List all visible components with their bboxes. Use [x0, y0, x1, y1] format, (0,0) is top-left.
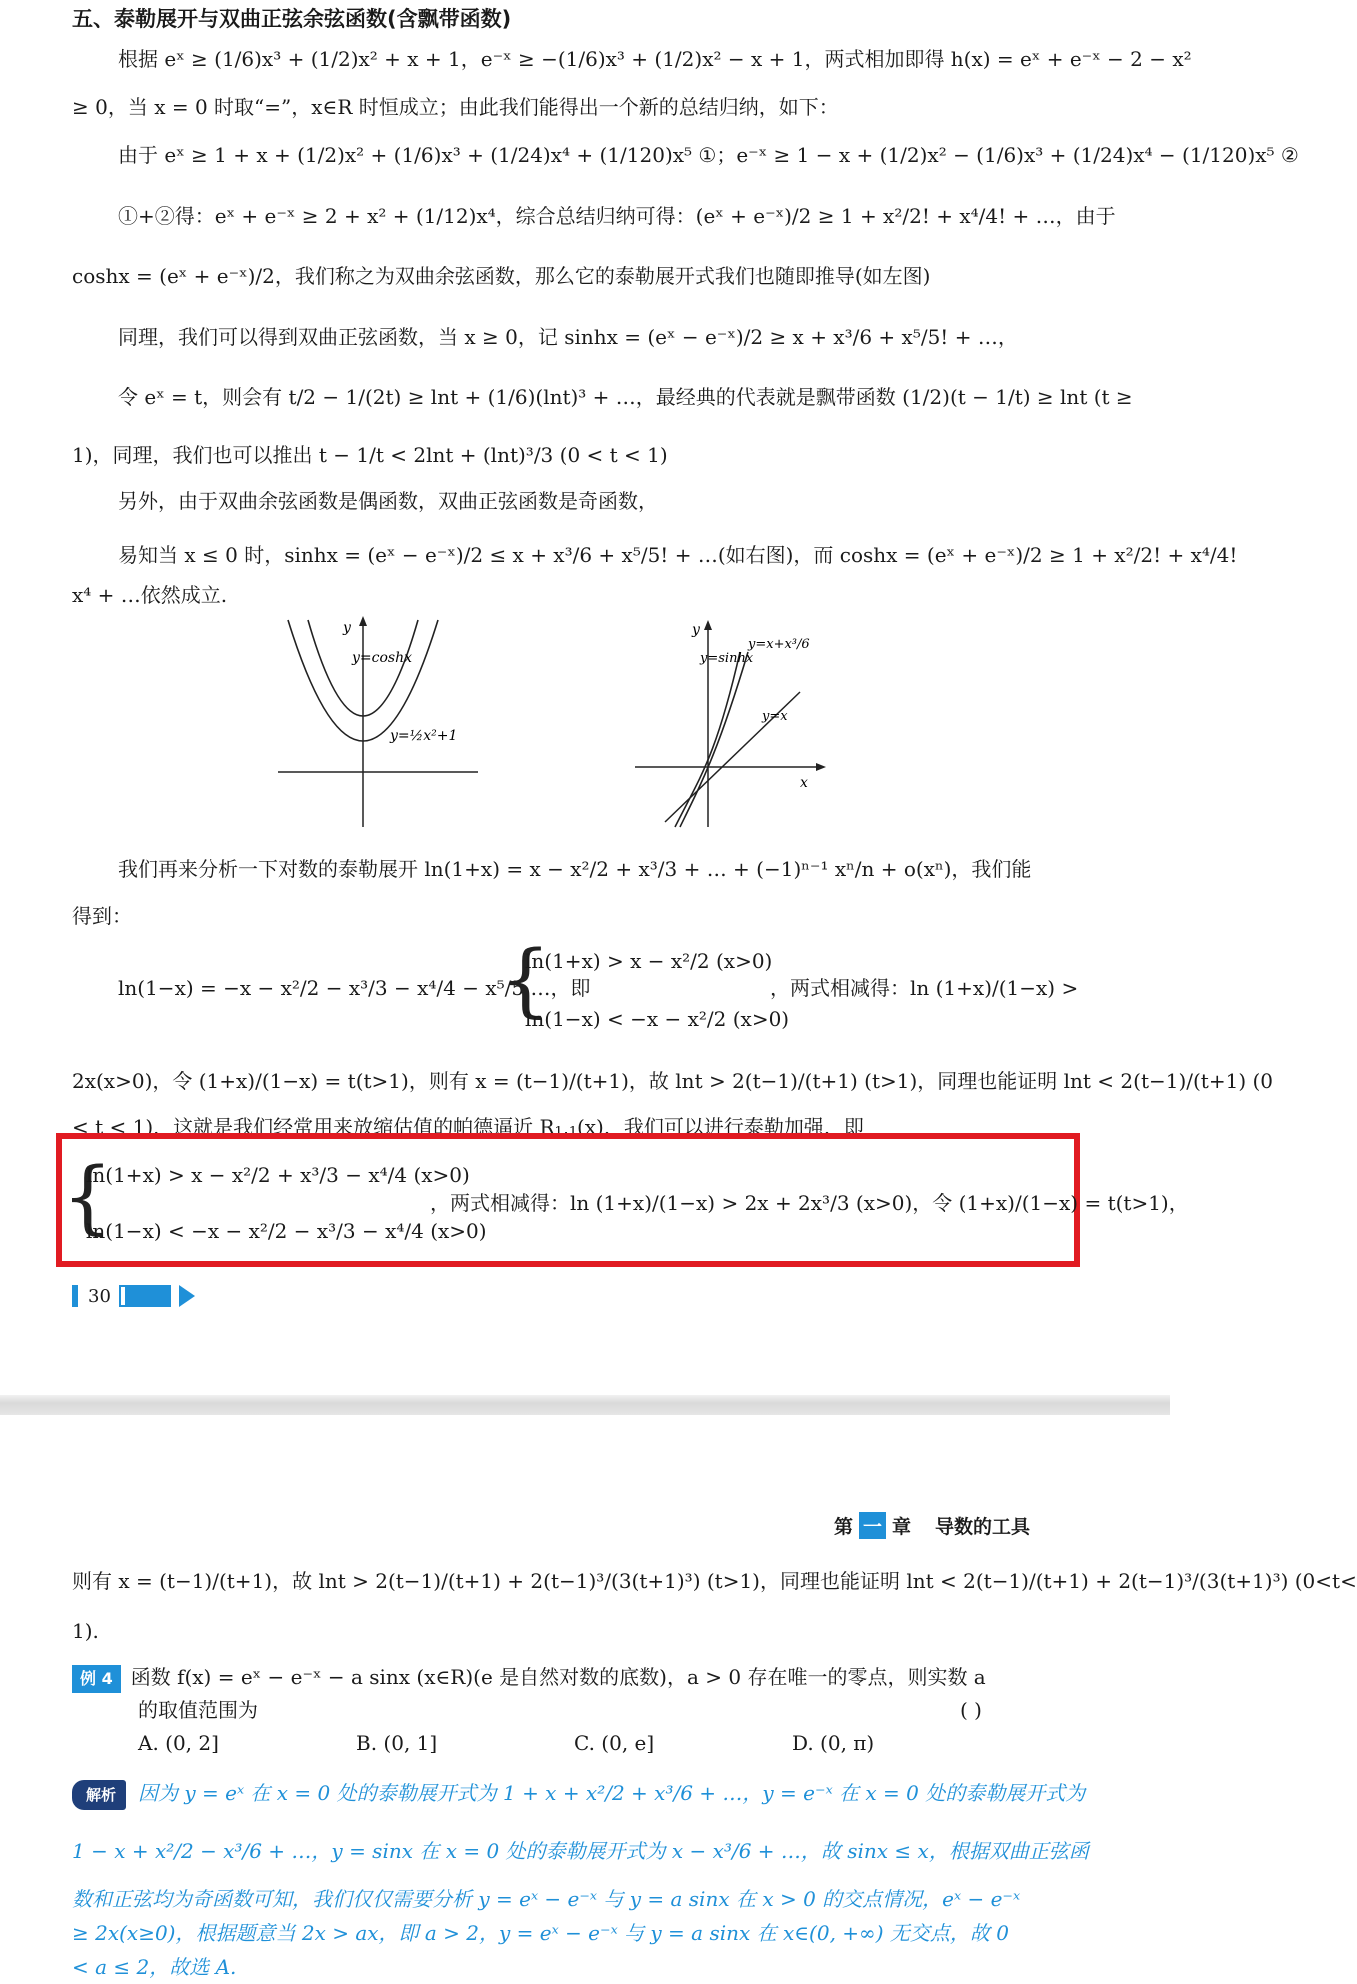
- chapter-header: [834, 1512, 1030, 1539]
- page-arrow-icon: [179, 1285, 195, 1307]
- system-row: ln(1+x) > x − x²/2 + x³/3 − x⁴/4 (x>0): [86, 1163, 470, 1187]
- text-line: 易知当 x ≤ 0 时，sinhx = (eˣ − e⁻ˣ)/2 ≤ x + x³/6 + x⁵/5! + …(如右图)，而 coshx = (eˣ + e⁻ˣ)/2 ≥ 1 + x²/2! + x⁴/4!: [118, 543, 1238, 567]
- x-axis-label: x: [800, 775, 808, 791]
- text-line: ，两式相减得：ln (1+x)/(1−x) > 2x + 2x³/3 (x>0)，令 (1+x)/(1−x) = t(t>1)，: [430, 1191, 1189, 1215]
- option-b: B. (0, 1]: [356, 1731, 438, 1755]
- system-row: ln(1−x) < −x − x²/2 − x³/3 − x⁴/4 (x>0): [86, 1219, 487, 1243]
- page-number-text: 30: [88, 1285, 111, 1307]
- cosh-label: y=coshx: [352, 650, 413, 666]
- answer-paren: ( ): [960, 1698, 982, 1722]
- text-line: ln(1−x) = −x − x²/2 − x³/3 − x⁴/4 − x⁵/5 …，即: [118, 976, 591, 1000]
- text-line: x⁴ + …依然成立.: [72, 583, 228, 607]
- example-text: 函数 f(x) = eˣ − e⁻ˣ − a sinx (x∈R)(e 是自然对数的底数)，a > 0 存在唯一的零点，则实数 a: [130, 1665, 986, 1689]
- y-axis-label: y: [692, 622, 700, 638]
- example-line: [72, 1664, 1032, 1693]
- page-bar: [72, 1285, 78, 1307]
- text-line: ①+②得：eˣ + e⁻ˣ ≥ 2 + x² + (1/12)x⁴，综合总结归纳可得：(eˣ + e⁻ˣ)/2 ≥ 1 + x²/2! + x⁴/4! + …，由于: [118, 204, 1116, 228]
- chapter-suffix: 章: [891, 1516, 911, 1538]
- parabola-label: y=½x²+1: [390, 728, 458, 744]
- text-line: coshx = (eˣ + e⁻ˣ)/2，我们称之为双曲余弦函数，那么它的泰勒展开式我们也随即推导(如左图): [72, 264, 931, 288]
- option-d: D. (0, π): [792, 1731, 875, 1755]
- page-number: [72, 1283, 195, 1309]
- cubic-label: y=x+x³/6: [748, 637, 810, 652]
- text-line: 另外，由于双曲余弦函数是偶函数，双曲正弦函数是奇函数，: [118, 489, 658, 513]
- example-badge: 例 4: [72, 1665, 121, 1693]
- example-line: 的取值范围为: [138, 1698, 258, 1722]
- analysis-line: ≥ 2x(x≥0)，根据题意当 2x > ax，即 a > 2，y = eˣ − e⁻ˣ 与 y = a sinx 在 x∈(0, +∞) 无交点，故 0: [72, 1921, 1009, 1945]
- analysis-badge: 解析: [72, 1780, 126, 1810]
- analysis-line: < a ≤ 2，故选 A.: [72, 1955, 237, 1979]
- text-line: 令 eˣ = t，则会有 t/2 − 1/(2t) ≥ lnt + (1/6)(lnt)³ + …，最经典的代表就是飘带函数 (1/2)(t − 1/t) ≥ lnt (t ≥: [118, 385, 1133, 409]
- text-line: ≥ 0，当 x = 0 时取“=”，x∈R 时恒成立；由此我们能得出一个新的总结归纳，如下：: [72, 95, 839, 119]
- text-line: 我们再来分析一下对数的泰勒展开 ln(1+x) = x − x²/2 + x³/3 + … + (−1)ⁿ⁻¹ xⁿ/n + o(xⁿ)，我们能: [118, 857, 1032, 881]
- system-row: ln(1−x) < −x − x²/2 (x>0): [525, 1007, 790, 1031]
- left-brace: {: [500, 933, 551, 1026]
- text-line: 根据 eˣ ≥ (1/6)x³ + (1/2)x² + x + 1，e⁻ˣ ≥ −(1/6)x³ + (1/2)x² − x + 1，两式相加即得 h(x) = eˣ + e⁻ˣ − 2 − x²: [118, 47, 1192, 71]
- text-line: < t < 1)，这就是我们经常用来放缩估值的帕德逼近 R₁,₁(x)，我们可以进行泰勒加强，即: [72, 1115, 864, 1139]
- page-block: [121, 1287, 169, 1305]
- sinh-graph: [630, 612, 850, 832]
- text-line: 1)，同理，我们也可以推出 t − 1/t < 2lnt + (lnt)³/3 (0 < t < 1): [72, 443, 668, 467]
- chapter-number: 一: [859, 1512, 886, 1539]
- analysis-line: 数和正弦均为奇函数可知，我们仅仅需要分析 y = eˣ − e⁻ˣ 与 y = a sinx 在 x > 0 的交点情况，eˣ − e⁻ˣ: [72, 1887, 1021, 1911]
- analysis-line: 1 − x + x²/2 − x³/6 + …，y = sinx 在 x = 0 处的泰勒展开式为 x − x³/6 + …，故 sinx ≤ x，根据双曲正弦函: [72, 1839, 1089, 1863]
- cosh-graph: [268, 612, 488, 832]
- page-separator: [0, 1395, 1170, 1415]
- text-line: 1).: [72, 1619, 99, 1643]
- y-axis-label: y: [343, 620, 351, 636]
- text-line: 同理，我们可以得到双曲正弦函数，当 x ≥ 0，记 sinhx = (eˣ − e⁻ˣ)/2 ≥ x + x³/6 + x⁵/5! + …，: [118, 325, 1018, 349]
- text-line: 由于 eˣ ≥ 1 + x + (1/2)x² + (1/6)x³ + (1/24)x⁴ + (1/120)x⁵ ①；e⁻ˣ ≥ 1 − x + (1/2)x² − (1/6)x³ + (1/24)x⁴ − (1/120)x⁵ ②: [118, 143, 1299, 167]
- sinh-label: y=sinhx: [700, 651, 754, 666]
- line-label: y=x: [762, 709, 788, 724]
- left-brace: {: [62, 1150, 113, 1243]
- text-line: ，两式相减得：ln (1+x)/(1−x) >: [770, 976, 1079, 1000]
- text-line: 得到：: [72, 904, 132, 928]
- text-line: 2x(x>0)，令 (1+x)/(1−x) = t(t>1)，则有 x = (t−1)/(t+1)，故 lnt > 2(t−1)/(t+1) (t>1)，同理也能证明 lnt < 2(t−1)/(t+1) (0: [72, 1069, 1274, 1093]
- analysis-text: 因为 y = eˣ 在 x = 0 处的泰勒展开式为 1 + x + x²/2 + x³/6 + …，y = e⁻ˣ 在 x = 0 处的泰勒展开式为: [138, 1781, 1086, 1805]
- section-title: 五、泰勒展开与双曲正弦余弦函数(含飘带函数): [72, 7, 512, 31]
- option-c: C. (0, e]: [574, 1731, 655, 1755]
- chapter-title: 导数的工具: [934, 1516, 1030, 1538]
- chapter-prefix: 第: [833, 1516, 853, 1538]
- option-a: A. (0, 2]: [138, 1731, 219, 1755]
- text-line: 则有 x = (t−1)/(t+1)，故 lnt > 2(t−1)/(t+1) + 2(t−1)³/(3(t+1)³) (t>1)，同理也能证明 lnt < 2(t−1)/(t+1) + 2(t−1)³/(3(t+1)³) (0<t<: [72, 1569, 1357, 1593]
- system-row: ln(1+x) > x − x²/2 (x>0): [525, 949, 773, 973]
- analysis-line: [72, 1780, 1086, 1810]
